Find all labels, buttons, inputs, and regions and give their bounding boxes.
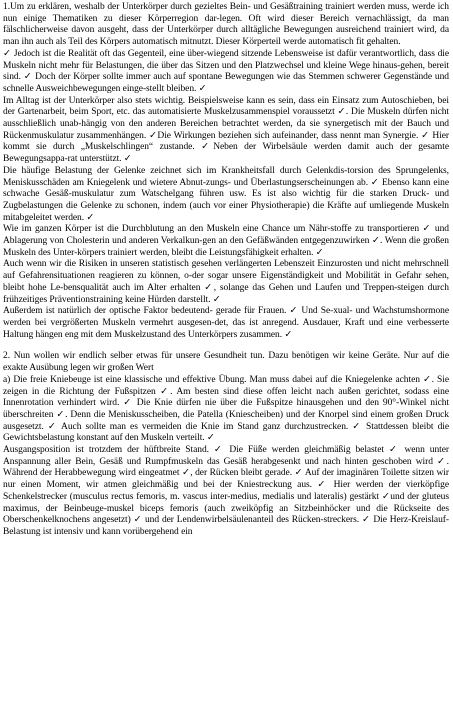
paragraph-squat-execution: Ausgangsposition ist trotzdem der hüftbreite Stand. ✓ Die Füße werden gleichmäßig belastet ✓ wenn unter Anspannung aller Bein, Gesäß und Rumpfmuskeln das Gesäß herabgesenkt und nach hinten geschoben wird ✓. Während der Herabbewegung wird eingeatmet ✓, der Rücken bleibt gerade. ✓ Auf der imaginären Toilette sitzen wir nur einen Moment, wir atmen gleichmäßig und bei der Kniestreckung aus. ✓ Hier werden der vierköpfige Schenkelstrecker (musculus rectus femoris, m. vascus inter-medius, medialis und lateralis) gestärkt ✓und der gluteus maximus, der Beinbeuge-muskel biceps femoris (auch zweiköpfig an Sitzbeinhöcker und die Rückseite des Oberschenkelknochens angesetzt) ✓ und der Lendenwirbelsäulenanteil des Rücken-streckers. ✓ Die Herz-Kreislauf-Belastung ist intensiv und kann vorübergehend ein: [3, 445, 449, 537]
paragraph-joints: Die häufige Belastung der Gelenke zeichnet sich im Krankheitsfall durch Gelenkdis-torsion des Sprungelenks, Meniskusschäden am Kniegelenk und wietere Abnut-zungs- und Überlastungserscheinungen ab. ✓ Ebenso kann eine schwache Gesäß-muskulatur zum Watschelgang führen usw. Es ist also wichtig für die starken Druck- und Zugbelastungen die Gelenke zu schonen, indem (auch vor einer Physiotherapie) die Kräfte auf umliegende Muskeln mitabgeleitet werden. ✓: [3, 165, 449, 223]
paragraph-circulation: Wie im ganzen Körper ist die Durchblutung an den Muskeln eine Chance um Nähr-stoffe zu transportieren ✓ und Ablagerung von Cholesterin und anderen Verkalkun-gen an den Gefäßwänden entgegenzuwirken ✓. Wenn die großen Muskeln des Unter-körpers trainiert werden, bleibt die Leistungsfähigkeit erhalten. ✓: [3, 224, 449, 258]
paragraph-aging: Auch wenn wir die Risiken in unseren statistisch gesehen verlängerten Lebenszeit Einzurosten und nicht mehrschnell auf Gefahrensituationen reagieren zu können, o-der sogar unsere Eigenständigkeit und Mobilität in Gefahr sehen, bleibt hohe Le-bensqualität auch im Alter erhalten ✓, solange das Gehen und Laufen und Treppen-steigen durch frühzeitiges Präventionstraining keine Hürden darstellt. ✓: [3, 259, 449, 305]
paragraph-hormones: Außerdem ist natürlich der optische Faktor bedeutend- gerade für Frauen. ✓ Und Se-xual- und Wachstumshormone werden bei vergrößerten Muskeln vermehrt ausgesen-det, das ist anregend. Ausdauer, Kraft und eine verbesserte Haltung hängen eng mit dem Muskelzustand des Unterkörpers zusammen. ✓: [3, 306, 449, 340]
paragraph-squat-description: a) Die freie Kniebeuge ist eine klassische und effektive Übung. Man muss dabei auf die Kniegelenke achten ✓. Sie zeigen in die Richtung der Fußspitzen ✓. Am besten sind diese offen leicht nach außen gerichtet, sodass eine Innenrotation verhindert wird. ✓ Die Knie dürfen nie über die Fußspitze hinausgehen und den 90°-Winkel nicht überschreiten ✓. Denn die Meniskusscheiben, die Patella (Kniescheiben) und der Knorpel sind einem großen Druck ausgesetzt. ✓ Auch sollte man es vermeiden die Knie im Stand ganz durchzustrecken. ✓ Stattdessen bleibt die Gewichtsbelastung konstant auf den Muskeln verteilt. ✓: [3, 374, 449, 444]
paragraph-everyday: Im Alltag ist der Unterkörper also stets wichtig. Beispielsweise kann es sein, dass ein Einsatz zum Autoschieben, bei der Gartenarbeit, beim Sport, etc. das automatisierte Muskelzusammenspiel voraussetzt ✓. Die Muskeln dürfen nicht ausschließlich unab-hängig von den anderen Bereichen betrachtet werden, da sie synergetisch mit der Bauch und Rückenmuskulatur zusammenhängen. ✓Die Wirkungen beziehen sich aufeinander, dass nennt man Synergie. ✓ Hier kommt sie durch „Muskelschlingen“ zustande. ✓Neben der Wirbelsäule werden damit auch der gesamte Bewegungsappa-rat unterstützt. ✓: [3, 95, 449, 165]
paragraph-section-2-intro: 2. Nun wollen wir endlich selber etwas für unsere Gesundheit tun. Dazu benötigen wir keine Geräte. Nur auf die exakte Ausübung legen wir großen Wert: [3, 351, 449, 374]
paragraph-reality: ✓ Jedoch ist die Realität oft das Gegenteil, eine über-wiegend sitzende Lebensweise ist dafür verantwortlich, dass die Muskeln nicht mehr für Belastungen, die über das Sitzen und den Platzwechsel und kleine Wege hinaus-gehen, bereit sind. ✓ Doch der Körper sollte immer auch auf spontane Bewegungen wie das Stemmen schwerer Gegenstände und schnelle Ausweichbewegungen einge-stellt bleiben. ✓: [3, 48, 449, 94]
paragraph-spacer: [3, 341, 449, 351]
paragraph-intro: 1.Um zu erklären, weshalb der Unterkörper durch gezieltes Bein- und Gesäßtraining trainiert werden muss, werde ich nun einige Thematiken zu dieser Körperregion dar-legen. Oft wird dieser Bereich vernachlässigt, da man fälschlicherweise davon ausgeht, dass der Unterkörper durch alltägliche Bewegungen ausreichend trainiert wird, da man ihn auch als Teil des Körpers automatisch mitnutzt. Dieser Körperteil werde automatisch fit gehalten.: [3, 2, 449, 48]
